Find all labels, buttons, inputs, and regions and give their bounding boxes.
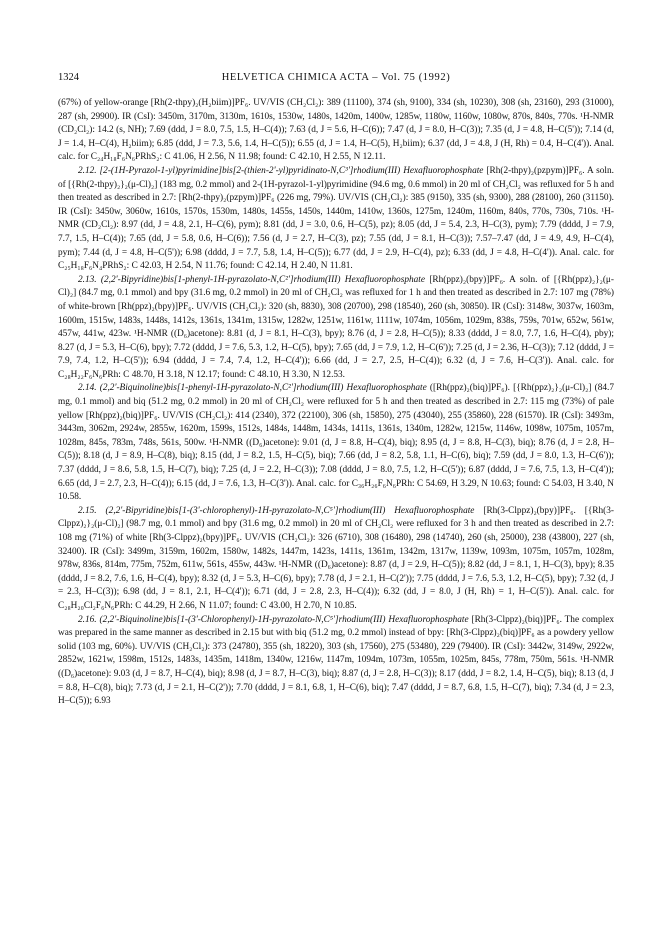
section-heading: 2.14. (2,2'-Biquinoline)bis[1-phenyl-1H-pyrazolato-N,C²']rhodium(III) Hexafluorophosphate xyxy=(78,383,427,394)
paragraph-2-14: 2.14. (2,2'-Biquinoline)bis[1-phenyl-1H-pyrazolato-N,C²']rhodium(III) Hexafluorophosphate ([Rh(ppz)₂(biq)]PF₆). [{Rh(ppz)₂}₂(μ-Cl)₂] (84.7 mg, 0.1 mmol) and biq (51.2 mg, 0.2 mmol) in 20 ml of CH₂Cl₂ were refluxed for 5 h and then treated as described in 2.7: 115 mg (73%) of pale yellow [Rh(ppz)₂(biq)]PF₆. UV/VIS (CH₂Cl₂): 414 (2340), 372 (22100), 306 (sh, 15850), 275 (43040), 255 (35860), 228 (61570). IR (CsI): 3493m, 3443m, 3062m, 2924w, 2855w, 1620m, 1599s, 1512s, 1484s, 1448m, 1434s, 1411s, 1361s, 1340m, 1282w, 1215w, 1146w, 1098w, 1075m, 1057m, 1028m, 845s, 783m, 748s, 561s, 500w. ¹H-NMR ((D₆)acetone): 9.01 (d, J = 8.8, H–C(4), biq); 8.95 (d, J = 8.8, H–C(3), biq); 8.76 (d, J = 2.8, H–C(5)); 8.18 (d, J = 8.9, H–C(8), biq); 8.15 (dd, J = 8.2, 1.5, H–C(5), biq); 7.66 (dd, J = 8.2, 5.8, 1.1, H–C(6), biq); 7.59 (dd, J = 8.0, 1.3, H–C(6')); 7.37 (dddd, J = 8.6, 5.8, 1.5, H–C(7), biq); 7.25 (d, J = 2.2, H–C(3)); 7.08 (dddd, J = 8.0, 7.5, 1.2, H–C(5')); 6.87 (dddd, J = 7.6, 7.5, 1.3, H–C(4')); 6.65 (dd, J = 2.7, 2.3, H–C(4)); 6.15 (dd, J = 7.6, 1.3, H–C(3')). Anal. calc. for C₃₆H₂₆F₆N₆PRh: C 54.69, H 3.29, N 10.63; found: C 54.03, H 3.40, N 10.58. xyxy=(58,383,614,503)
paragraph-2-16: 2.16. (2,2'-Biquinoline)bis[1-(3'-Chlorophenyl)-1H-pyrazolato-N,C⁵']rhodium(III) Hexafluorophosphate [Rh(3-Clppz)₂(biq)]PF₆. The complex was prepared in the same manner as described in 2.15 but with biq (51.2 mg, 0.2 mmol) instead of bpy: [Rh(3-Clppz)₂(biq)]PF₆ as a powdery yellow solid (103 mg, 60%). UV/VIS (CH₂Cl₂): 373 (24780), 355 (sh, 18220), 303 (sh, 17560), 275 (53480), 229 (79400). IR (CsI): 3442w, 3149w, 2922w, 2852w, 1621w, 1598m, 1512s, 1483s, 1435m, 1418m, 1340w, 1216w, 1147m, 1094m, 1073m, 1055m, 1025m, 845s, 778m, 750m, 561s. ¹H-NMR ((D₆)acetone): 9.03 (d, J = 8.7, H–C(4), biq); 8.98 (d, J = 8.7, H–C(3), biq); 8.87 (d, J = 2.8, H–C(3)); 8.17 (ddd, J = 8.2, 1.4, H–C(5), biq); 8.13 (d, J = 8.8, H–C(8), biq); 7.73 (d, J = 2.1, H–C(2')); 7.70 (dddd, J = 8.1, 6.8, 1, H–C(6), biq); 7.47 (dddd, J = 8.7, 6.8, 1.5, H–C(7), biq); 7.34 (d, J = 2.3, H–C(5)); 6.93 xyxy=(58,614,614,707)
article-body xyxy=(58,97,614,709)
section-heading: 2.13. (2,2'-Bipyridine)bis[1-phenyl-1H-pyrazolato-N,C²']rhodium(III) Hexafluorophosphate xyxy=(78,274,425,285)
section-heading: 2.15. (2,2'-Bipyridine)bis[1-(3'-chlorophenyl)-1H-pyrazolato-N,C⁵']rhodium(III) Hexafluorophosphate xyxy=(78,505,475,516)
section-heading: 2.12. [2-(1H-Pyrazol-1-yl)pyrimidine]bis[2-(thien-2'-yl)pyridinato-N,C³']rhodium(III) Hexafluorophosphate xyxy=(78,165,484,176)
journal-title: HELVETICA CHIMICA ACTA – Vol. 75 (1992) xyxy=(221,72,451,83)
paragraph-2-11-continued: (67%) of yellow-orange [Rh(2-thpy)₂(H₂biim)]PF₆. UV/VIS (CH₂Cl₂): 389 (11100), 374 (sh, 9100), 334 (sh, 10230), 308 (sh, 23160), 293 (31000), 287 (sh, 29900). IR (CsI): 3450m, 3170m, 3130m, 1610s, 1530w, 1480s, 1420m, 1400w, 1285w, 1180w, 1160w, 1080w, 870s, 840s, 770s. ¹H-NMR (CD₂Cl₂): 14.2 (s, NH); 7.69 (ddd, J = 8.0, 7.5, 1.5, H–C(4)); 7.63 (d, J = 5.6, H–C(6)); 7.47 (d, J = 8.0, H–C(3)); 7.35 (d, J = 4.8, H–C(5')); 7.14 (d, J = 1.4, H–C(4), H₂biim); 6.85 (ddd, J = 7.3, 5.6, 1.4, H–C(5)); 6.55 (d, J = 1.4, H–C(5), H₂biim); 6.37 (dd, J = 4.8, J (H, Rh) = 0.4, H–C(4')). Anal. calc. for C₂₄H₁₈F₆N₆PRhS₂: C 41.06, H 2.56, N 11.98; found: C 42.10, H 2.55, N 12.11. xyxy=(58,98,614,163)
paragraph-2-13: 2.13. (2,2'-Bipyridine)bis[1-phenyl-1H-pyrazolato-N,C²']rhodium(III) Hexafluorophosphate [Rh(ppz)₂(bpy)]PF₆. A soln. of [{Rh(ppz)₂}₂(μ-Cl)₂] (84.7 mg, 0.1 mmol) and bpy (31.6 mg, 0.2 mmol) in 20 ml of CH₂Cl₂ was refluxed for 1 h and then treated as described in 2.7: 107 mg (78%) of white-brown [Rh(ppz)₂(bpy)]PF₆. UV/VIS (CH₂Cl₂): 320 (sh, 8830), 308 (20700), 298 (18540), 260 (sh, 30850). IR (CsI): 3148w, 3037w, 1603m, 1600m, 1515w, 1483s, 1448s, 1412s, 1361s, 1341m, 1315w, 1282w, 1251w, 1161w, 1111w, 1074m, 1056m, 1029m, 838s, 759s, 701w, 652w, 561w, 457w, 441w, 423w. ¹H-NMR ((D₆)acetone): 8.81 (d, J = 8.1, H–C(3), bpy); 8.76 (d, J = 2.8, H–C(5)); 8.33 (dddd, J = 8.0, 7.7, 1.6, H–C(4), pby); 8.27 (d, J = 5.3, H–C(6), bpy); 7.72 (dddd, J = 7.6, 5.3, 1.2, H–C(5), bpy); 7.65 (dd, J = 7.9, 1.2, H–C(6')); 7.25 (d, J = 2.36, H–C(3)); 7.12 (dddd, J = 7.9, 7.4, 1.2, H–C(5')); 6.94 (dddd, J = 7.4, 7.4, 1.2, H–C(4')); 6.66 (dd, J = 2.7, 2.5, H–C(4)); 6.32 (d, J = 7.6, H–C(3')). Anal. calc. for C₂₈H₂₂F₆N₆PRh: C 48.70, H 3.18, N 12.17; found: C 48.10, H 3.30, N 12.53. xyxy=(58,274,614,380)
running-header xyxy=(58,72,614,86)
section-heading: 2.16. (2,2'-Biquinoline)bis[1-(3'-Chlorophenyl)-1H-pyrazolato-N,C⁵']rhodium(III) Hexafluorophosphate xyxy=(78,614,469,625)
paragraph-2-15: 2.15. (2,2'-Bipyridine)bis[1-(3'-chlorophenyl)-1H-pyrazolato-N,C⁵']rhodium(III) Hexafluorophosphate [Rh(3-Clppz)₂(bpy)]PF₆. [{Rh(3-Clppz)₂}₂(μ-Cl)₂] (98.7 mg, 0.1 mmol) and bpy (31.6 mg, 0.2 mmol) in 20 ml of CH₂Cl₂ were refluxed for 3 h and then treated as described in 2.7: 108 mg (71%) of white [Rh(3-Clppz)₂(bpy)]PF₆. UV/VIS (CH₂Cl₂): 326 (6710), 308 (16480), 298 (14740), 260 (sh, 25000), 238 (43800), 227 (sh, 32400). IR (CsI): 3499m, 3159m, 1602m, 1580w, 1482s, 1447m, 1423s, 1411s, 1361m, 1342m, 1317w, 1139w, 1093m, 1075m, 1057m, 1028m, 978w, 836s, 814m, 775m, 752m, 611w, 561s, 455w, 443w. ¹H-NMR ((D₆)acetone): 8.87 (d, J = 2.9, H–C(5)); 8.82 (dd, J = 8.1, 1, H–C(3), bpy); 8.35 (dddd, J = 8.2, 7.6, 1.6, H–C(4), bpy); 8.32 (d, J = 5.3, H–C(6), bpy); 7.78 (d, J = 2.1, H–C(2')); 7.75 (dddd, J = 7.6, 5.3, 1.2, H–C(5), bpy); 7.32 (d, J = 2.3, H–C(3)); 6.98 (dd, J = 8.1, 2.1, H–C(4')); 6.71 (dd, J = 2.8, 2.3, H–C(4)); 6.32 (dd, J = 8.0, J (H, Rh) = 1, H–C(5')). Anal. calc. for C₂₈H₂₀Cl₂F₆N₆PRh: C 44.29, H 2.66, N 11.07; found: C 43.00, H 2.70, N 10.85. xyxy=(58,505,614,611)
page-number: 1324 xyxy=(58,72,79,83)
paragraph-2-12: 2.12. [2-(1H-Pyrazol-1-yl)pyrimidine]bis[2-(thien-2'-yl)pyridinato-N,C³']rhodium(III) Hexafluorophosphate [Rh(2-thpy)₂(pzpym)]PF₆. A soln. of [{Rh(2-thpy)₂}₂(μ-Cl)₂] (183 mg, 0.2 mmol) and 2-(1H-pyrazol-1-yl)pyrimidine (94.6 mg, 0.6 mmol) in 20 ml of CH₂Cl₂ was refluxed for 5 h and then treated as described in 2.7: [Rh(2-thpy)₂(pzpym)]PF₆ (226 mg, 79%). UV/VIS (CH₂Cl₂): 385 (9150), 335 (sh, 9300), 288 (28100), 260 (31150). IR (CsI): 3450w, 3060w, 1610s, 1570s, 1530m, 1480s, 1455s, 1450s, 1440m, 1410w, 1360s, 1275m, 1240m, 1160m, 840s, 770s, 730s, 710s. ¹H-NMR (CD₂Cl₂): 8.97 (dd, J = 4.8, 2.1, H–C(6), pym); 8.81 (dd, J = 3.0, 0.6, H–C(5), pz); 8.05 (dd, J = 5.4, 2.3, H–C(3), pym); 7.79 (dddd, J = 7.9, 7.7, 1.5, H–C(4)); 7.65 (dd, J = 5.8, 0.6, H–C(6)); 7.56 (d, J = 2.7, H–C(3), pz); 7.55 (dd, J = 8.1, H–C(3)); 7.57–7.47 (dd, J = 4.9, 4.9, H–C(4), pym); 7.44 (d, J = 4.8, H–C(5')); 6.98 (dddd, J = 7.7, 5.8, 1.4, H–C(5)); 6.77 (dd, J = 2.9, H–C(4), pz); 6.33 (dd, J = 4.8, H–C(4')). Anal. calc. for C₂₅H₁₈F₆N₄PRhS₂: C 42.03, H 2.54, N 11.76; found: C 42.14, H 2.40, N 11.81. xyxy=(58,165,614,272)
